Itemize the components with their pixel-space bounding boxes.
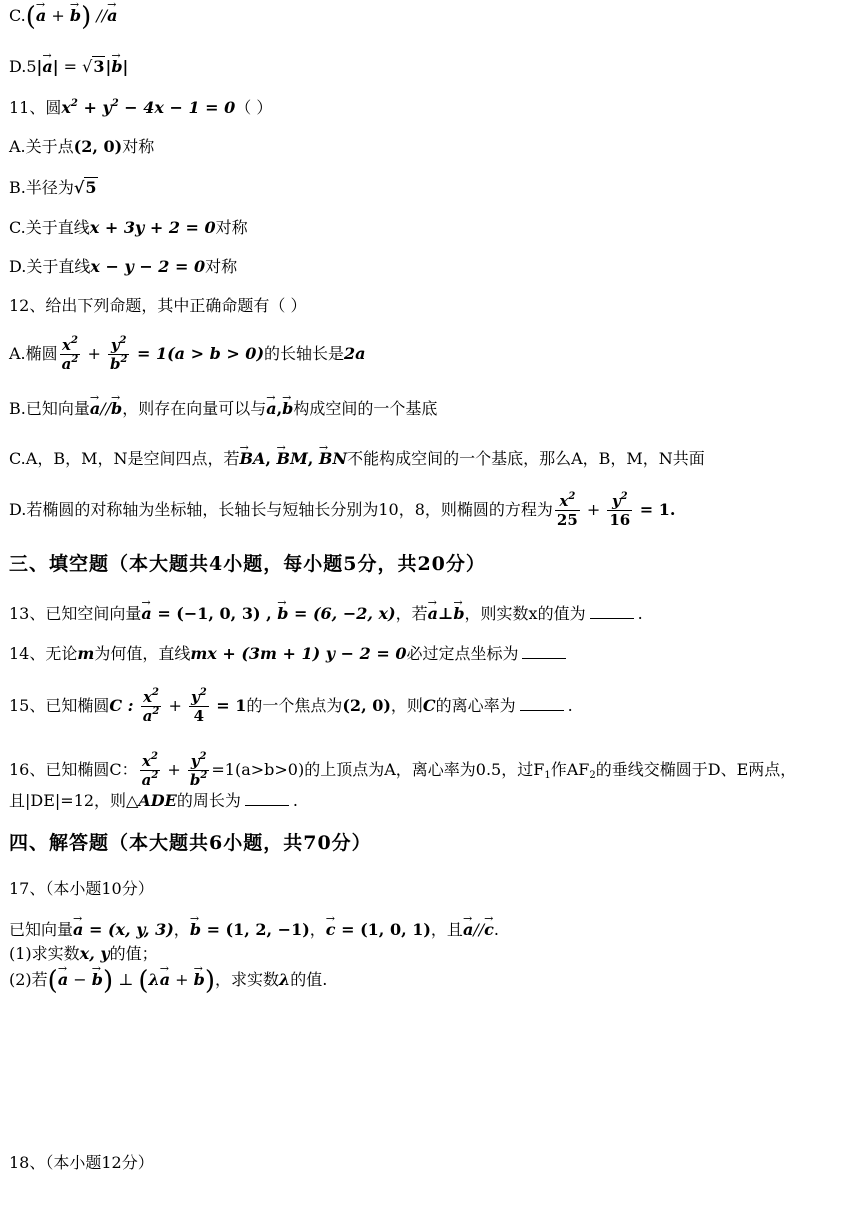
question-17-part2: (2)若(→ a − → b) ⊥ (λ→ a + → b)，求实数λ的值. <box>9 970 327 991</box>
question-17-given: 已知向量→ a = (x, y, 3)，→ b = (1, 2, −1)，→ c = (1, 0, 1)，且→ a//→ c. <box>9 920 499 940</box>
option-12b: B.已知向量→ a//→ b，则存在向量可以与→ a,→ b构成空间的一个基底 <box>9 399 437 419</box>
question-17-header: 17、（本小题10分） <box>9 879 154 898</box>
question-16: 16、已知椭圆C： $\frac{x^2}{a^2}$ + $\frac{y^2}{b^2}$ =1(a>b>0)的上顶点为A，离心率为0.5，过$F_1$作$AF_2$的垂线交椭圆于D、E两点， <box>9 751 797 789</box>
question-18-header: 18、（本小题12分） <box>9 1153 154 1172</box>
question-13: 13、已知空间向量→ a = (−1, 0, 3) , → b = (6, −2, x)，若→ a⊥→ b，则实数x的值为 . <box>9 604 643 624</box>
question-16-line2: 且|DE|=12，则△ADE的周长为 . <box>9 791 298 810</box>
option-12c: C.A，B，M，N是空间四点，若→ BA, → BM, → BN不能构成空间的一个基底，那么A，B，M，N共面 <box>9 449 705 469</box>
question-11: 11、圆$x^2 + y^2 - 4x - 1 = 0$（ ） <box>9 98 273 117</box>
option-11d: D.关于直线x − y − 2 = 0对称 <box>9 257 238 276</box>
question-14: 14、无论m为何值，直线mx + (3m + 1) y − 2 = 0必过定点坐标为 <box>9 644 570 664</box>
option-12d: D.若椭圆的对称轴为坐标轴，长轴长与短轴长分别为10，8，则椭圆的方程为 $\frac{x^2}{25}$ + $\frac{y^2}{16}$ = 1. <box>9 491 676 529</box>
option-11a: A.关于点(2, 0)对称 <box>9 137 155 156</box>
option-11c: C.关于直线x + 3y + 2 = 0对称 <box>9 218 248 237</box>
question-15: 15、已知椭圆C : $\frac{x^2}{a^2}$ + $\frac{y^2}{4}$ = 1的一个焦点为(2, 0)，则C的离心率为 . <box>9 687 573 725</box>
section-3-heading: 三、填空题（本大题共4小题，每小题5分，共20分） <box>9 553 486 575</box>
question-17-part1: (1)求实数x, y的值； <box>9 944 158 963</box>
option-11b: B.半径为√5 <box>9 178 97 197</box>
option-10d: D.5|→ a| = √3|→ b| <box>9 57 128 77</box>
option-10c: C.(→ a + → b) //→ a <box>9 6 117 27</box>
question-12: 12、给出下列命题，其中正确命题有（ ） <box>9 296 307 315</box>
section-4-heading: 四、解答题（本大题共6小题，共70分） <box>9 832 372 854</box>
option-12a: A.椭圆 $\frac{x^2}{a^2}$ + $\frac{y^2}{b^2}$ = 1(a > b > 0)的长轴长是2a <box>9 335 366 373</box>
